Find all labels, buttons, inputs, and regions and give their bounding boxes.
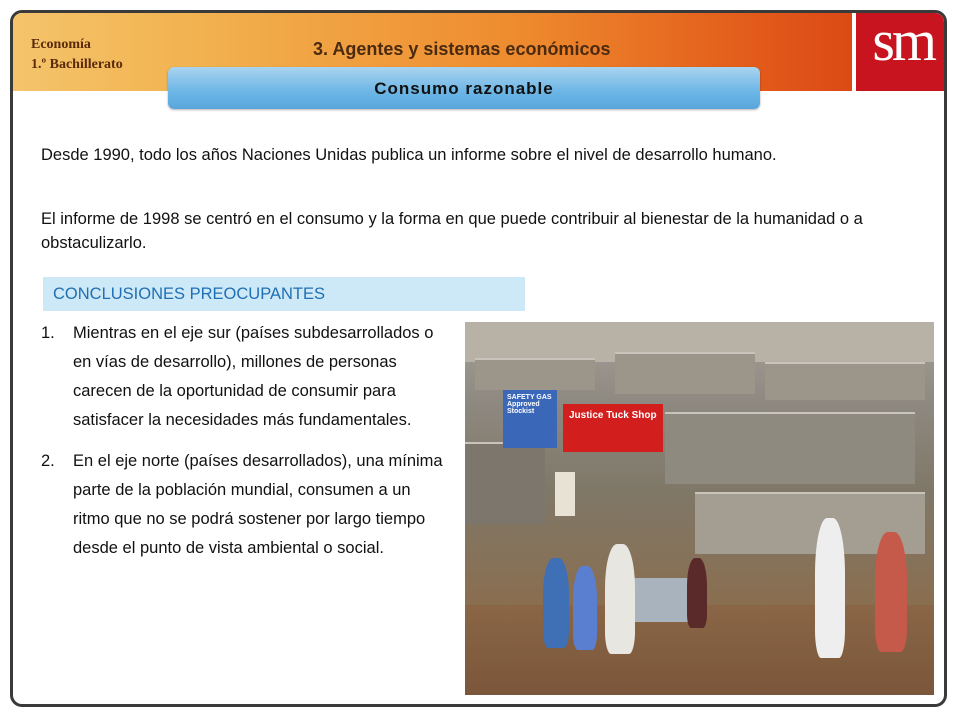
intro-paragraph-2: El informe de 1998 se centró en el consumo y la forma en que puede contribuir al bienestar de la humanidad o a obstaculizarlo. xyxy=(41,210,863,252)
photo-shacks xyxy=(465,442,545,524)
photo-person xyxy=(687,558,707,628)
sign-tuck-shop: Justice Tuck Shop xyxy=(563,404,663,452)
list-number: 1. xyxy=(41,324,55,342)
publisher-logo xyxy=(852,10,944,91)
photo-child xyxy=(543,558,569,648)
conclusions-list xyxy=(41,319,451,575)
section-title: CONCLUSIONES PREOCUPANTES xyxy=(53,285,325,303)
subject-label xyxy=(31,35,123,75)
photo-child xyxy=(605,544,635,654)
photo-child xyxy=(573,566,597,650)
township-photo xyxy=(465,322,934,695)
photo-shacks xyxy=(765,362,925,400)
photo-woman xyxy=(815,518,845,658)
unit-title: 3. Agentes y sistemas económicos xyxy=(313,39,611,59)
course-level: 1.º Bachillerato xyxy=(31,57,123,72)
photo-shacks xyxy=(615,352,755,394)
list-number: 2. xyxy=(41,452,55,470)
logo-text: sm xyxy=(872,10,934,73)
photo-shacks xyxy=(475,358,595,390)
slide-frame xyxy=(10,10,947,707)
topic-title: Consumo razonable xyxy=(374,79,554,98)
list-item xyxy=(41,447,451,563)
sign-post xyxy=(555,472,575,516)
list-text: Mientras en el eje sur (países subdesarrollados o en vías de desarrollo), millones de personas carecen de la oportunidad de consumir para satisfacer la necesidades más fundamentales. xyxy=(73,324,434,429)
photo-shacks xyxy=(665,412,915,484)
list-item xyxy=(41,319,451,435)
intro-paragraph-1: Desde 1990, todo los años Naciones Unidas publica un informe sobre el nivel de desarrollo humano. xyxy=(41,146,777,164)
list-text: En el eje norte (países desarrollados), una mínima parte de la población mundial, consumen a un ritmo que no se podrá sostener por largo tiempo desde el punto de vista ambiental o social. xyxy=(73,452,443,557)
photo-woman xyxy=(875,532,907,652)
subject-name: Economía xyxy=(31,37,91,52)
sign-safety-gas: SAFETY GAS Approved Stockist xyxy=(503,390,557,448)
section-header xyxy=(43,277,525,311)
topic-bar xyxy=(168,67,760,109)
